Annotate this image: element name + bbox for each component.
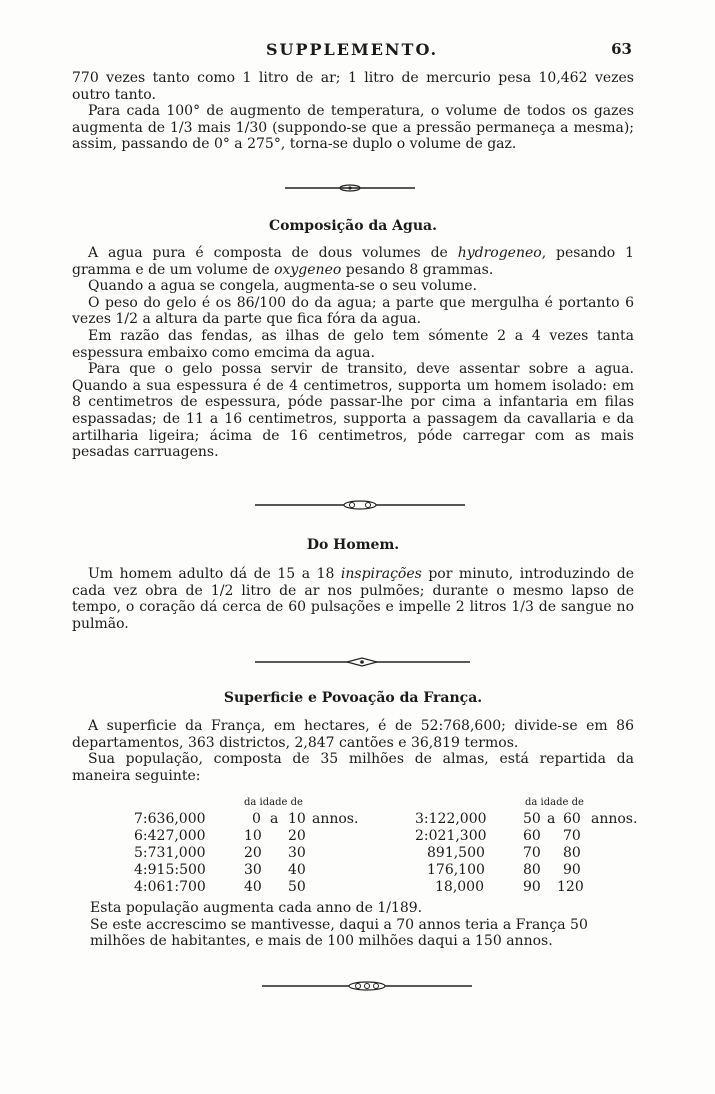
agua-paragraph-2: Quando a agua se congela, augmenta-se o seu volume. [88,278,477,295]
divider-ornament [255,657,470,667]
divider-ornament [262,981,472,991]
intro-line-2: Para cada 100° de augmento de temperatura, o volume de todos os gazes augmenta de 1/3 mais 1/30 (suppondo-se que a pressão permaneça a mesma); assim, passando de 0° a 275°, torna-se duplo o volume de gaz. [72,103,634,153]
divider-ornament [285,183,415,193]
intro-section [72,70,634,153]
agua-paragraph-3: O peso do gelo é os 86/100 do da agua; a parte que mergulha é portanto 6 vezes 1/2 a altura da parte que fica fóra da agua. [72,294,634,328]
running-title: SUPPLEMENTO. [265,40,439,59]
table-row: 3:122,000 50 a 60 annos. [415,811,638,827]
page-number: 63 [611,40,632,58]
franca-paragraph-2: Sua população, composta de 35 milhões de almas, está repartida da maneira seguinte: [72,751,634,784]
intro-line-1: 770 vezes tanto como 1 litro de ar; 1 litro de mercurio pesa 10,462 vezes outro tanto. [72,70,634,103]
population-table-left [120,795,370,896]
franca-paragraph-4: Se este accrescimo se mantivesse, daqui a 70 annos teria a França 50 milhões de habitantes, e mais de 100 milhões daqui a 150 annos. [90,916,588,950]
table-row: 891,500 70 80 [427,845,581,861]
table-row: 7:636,000 0 a 10 annos. [134,811,359,827]
table-row: 176,100 80 90 [427,862,581,878]
homem-section [72,566,634,632]
agua-section [72,245,634,461]
franca-paragraph-1: A superficie da França, em hectares, é de 52:768,600; divide-se em 86 departamentos, 363 districtos, 2,847 cantões e 36,819 termos. [72,718,634,751]
page-header [72,40,632,60]
annos-label: annos. [312,811,359,827]
table-row: 6:427,000 10 20 [134,828,306,844]
homem-paragraph: Um homem adulto dá de 15 a 18 inspirações por minuto, introduzindo de cada vez obra de 1/2 litro de ar nos pulmões; durante o mesmo lapso de tempo, o coração dá cerca de 60 pulsações e impelle 2 litros 1/3 de sangue no pulmão. [72,566,634,632]
agua-paragraph-1: A agua pura é composta de dous volumes de hydrogeneo, pesando 1 gramma e de um volume de oxygeneo pesando 8 grammas. [72,245,634,278]
table-row: 2:021,300 60 70 [415,828,581,844]
table-row: 5:731,000 20 30 [134,845,306,861]
table-row: 4:061:700 40 50 [134,879,306,895]
franca-paragraph-3: Esta população augmenta cada anno de 1/189. [90,900,423,916]
section-heading-franca: Superficie e Povoação da França. [223,690,483,706]
population-table-right [405,795,645,896]
franca-section [72,718,634,784]
table-row: 4:915:500 30 40 [134,862,306,878]
section-heading-homem: Do Homem. [306,537,400,553]
column-header: da idade de [244,797,303,808]
agua-paragraph-5: Para que o gelo possa servir de transito, deve assentar sobre a agua. Quando a sua espessura é de 4 centimetros, supporta um homem isolado: em 8 centimetros de espessura, póde passar-lhe por cima a infantaria em filas espassadas; de 11 a 16 centimetros, supporta a passagem da cavallaria e da artilharia ligeira; ácima de 16 centimetros, póde carregar com as mais pesadas carruagens. [72,361,634,461]
table-row: 18,000 90 120 [435,879,584,895]
annos-label: annos. [591,811,638,827]
column-header: da idade de [525,797,584,808]
divider-ornament [255,500,465,510]
agua-paragraph-4: Em razão das fendas, as ilhas de gelo tem sómente 2 a 4 vezes tanta espessura embaixo como emcima da agua. [72,327,634,361]
franca-tail [90,900,634,950]
section-heading-agua: Composição da Agua. [269,218,437,234]
